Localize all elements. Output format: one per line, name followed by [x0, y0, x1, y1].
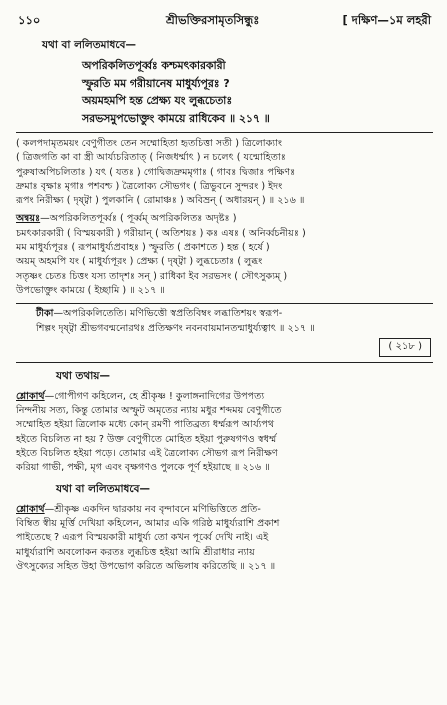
verse-number-box: ( ২১৮ ) [16, 338, 431, 357]
tika-section [16, 307, 433, 336]
commentary-line: রূপং নিরীক্ষ্য ( দৃষ্ট্বা ) পুলকানি ( রোমাঞ্চঃ ) অবিভ্রন্ ( অধারয়ন্ ) ॥ ২১৬ ॥ [16, 195, 305, 207]
verse-line: অপরিকলিতপূর্ব্বঃ কশ্চমৎকারকারী [82, 59, 226, 72]
tika-label: টীকা [36, 308, 54, 320]
chapter-label: [ দক্ষিণ—১ম লহরী [342, 13, 431, 27]
divider [16, 132, 433, 133]
translation-intro: যথা বা ললিতমাধবে— [56, 482, 150, 495]
translation-line: সম্মোহিত হইয়া ত্রিলোক মধ্যে কোন্ রমণী পাতিব্রত্য ধর্ম্মরূপ আর্য্যপথ [16, 419, 275, 431]
commentary-line: ( কলপদামৃতময়ং বেণুগীতং তেন সম্মোহিতা হৃতচিত্তা সতী ) ত্রিলোক্যাং [16, 138, 282, 149]
translation-label: শ্লোকার্থ [16, 503, 45, 515]
commentary-line: দ্রুমাঃ বৃক্ষাঃ মৃগাঃ পশবশ্চ ) ত্রৈলোক্য সৌভগং ( ত্রিভুবনে সুন্দরং ) ইদং [16, 180, 283, 192]
anvaya-line: সতৃষ্ণং চেতঃ চিত্তং যস্য তাদৃশঃ সন্ ) রাধিকা ইব সরভসং ( সৌৎসুক্যম্ ) [16, 270, 288, 282]
translation-line: —গোপীগণ কহিলেন, হে শ্রীকৃষ্ণ ! কুলাঙ্গনাদিগের উপপত্য [44, 390, 265, 402]
translation-line: করিয়া গাভী, পক্ষী, মৃগ এবং বৃক্ষগণও পুলকে পূর্ণ হইয়াছে ॥ ২১৬ ॥ [16, 462, 270, 474]
translation-line: —শ্রীকৃষ্ণ একদিন দ্বারকায় নব বৃন্দাবনে মণিভিত্তিতে প্রতি- [44, 503, 261, 515]
divider [16, 303, 433, 304]
translation-line: পাইতেছে ? এরূপ বিস্ময়কারী মাধুর্য্য তো কখন পূর্ব্বে দেখি নাই। এই [16, 532, 269, 544]
anvaya-line: অয়ম্ অহমপি যং ( মাধুর্য্যপূরং ) প্রেক্ষ্য ( দৃষ্ট্বা ) লুব্ধচেতাঃ ( লুব্ধং [16, 256, 263, 268]
divider [16, 362, 433, 363]
page-header [16, 10, 433, 32]
anvaya-line: চমৎকারকারী ( বিস্ময়কারী ) গরীয়ান্ ( অতিশয়ঃ ) কঃ এষঃ ( অনির্ব্বচনীয়ঃ ) [16, 227, 306, 239]
verse-line: সরভসমুপভোক্তুং কাময়ে রাধিকেব ॥ ২১৭ ॥ [82, 111, 270, 125]
translation-line: নিন্দনীয় সত্য, কিন্তু তোমার অস্ফুট অমৃতের ন্যায় মধুর শব্দময় বেণুগীতে [16, 405, 282, 417]
verse-line: স্ফুরতি মম গরীয়ানেষ মাধুর্য্যপূরঃ ? [82, 76, 230, 90]
anvaya-section [16, 212, 433, 298]
translation-216 [16, 390, 433, 476]
tika-line: শিল্পং দৃষ্ট্বা শ্রীভগবন্মনোরথঃ প্রতিক্ষণং নবনবায়মানতন্মাধুর্য্যত্বাৎ ॥ ২১৭ ॥ [36, 322, 315, 334]
translation-line: হইতে বিচলিত হইয়া পড়ে। তোমার এই ত্রৈলোক্য সৌভগ রূপ নিরীক্ষণ [16, 448, 278, 460]
translation-line: বিম্বিত স্বীয় মূর্ত্তি দেখিয়া কহিলেন, আমার একি গরিষ্ঠ মাধুর্য্যরাশি প্রকাশ [16, 517, 280, 529]
previous-commentary [16, 137, 433, 208]
verse-intro: যথা বা ললিতমাধবে— [42, 39, 136, 51]
anvaya-line: উপভোক্তুং কাময়ে ( ইচ্ছামি ) ॥ ২১৭ ॥ [16, 284, 165, 296]
page-number: ১১০ [18, 13, 41, 27]
book-title: শ্রীভক্তিরসামৃতসিন্ধুঃ [166, 13, 260, 27]
translation-line: হইতে বিচলিত না হয় ? উক্ত বেণুগীতে মোহিত হইয়া পুরুষগণও স্বধর্ম্ম [16, 433, 277, 445]
translation-label: শ্লোকার্থ [16, 390, 45, 402]
verse-block [82, 57, 433, 127]
commentary-line: পুরুষাঅপিচলিতাঃ ) যৎ ( যতঃ ) গোদ্বিজদ্রুমমৃগাঃ ( গাবঃ দ্বিজাঃ পক্ষিণঃ [16, 166, 296, 178]
anvaya-line: মম মাধুর্য্যপূরঃ ( রূপমাধুর্য্যপ্রবাহঃ ) স্ফুরতি ( প্রকাশতে ) হন্ত ( হর্ষে ) [16, 242, 270, 254]
anvaya-line: —অপরিকলিতপূর্ব্বঃ ( পূর্ব্বম্ অপরিকলিতঃ অদৃষ্টঃ ) [40, 213, 237, 225]
translation-217 [16, 503, 433, 574]
verse-line: অয়মহমপি হন্ত প্রেক্ষ্য যং লুব্ধচেতাঃ [82, 94, 233, 107]
anvaya-label: অন্বয়ঃ [16, 213, 41, 225]
translation-intro: যথা তথায়— [56, 369, 110, 382]
translation-line: ঔৎসুক্যের সহিত উহা উপভোগ করিতে অভিলাষ করিতেছি ॥ ২১৭ ॥ [16, 560, 276, 572]
tika-line: —অপরিকলিতেতি। মণিভিত্তৌ স্বপ্রতিবিম্বং লব্ধাতিশয়ং স্বরূপ- [53, 308, 283, 320]
commentary-line: ( ত্রিজগতি কা বা স্ত্রী আর্য্যচরিতাত্ ( নিজধর্ম্মাৎ ) ন চলেৎ ( যন্মোহিতাঃ [16, 152, 286, 164]
translation-line: মাধুর্য্যরাশি অবলোকন করতঃ লুব্ধচিত্ত হইয়া আমি শ্রীরাধার ন্যায় [16, 546, 255, 558]
